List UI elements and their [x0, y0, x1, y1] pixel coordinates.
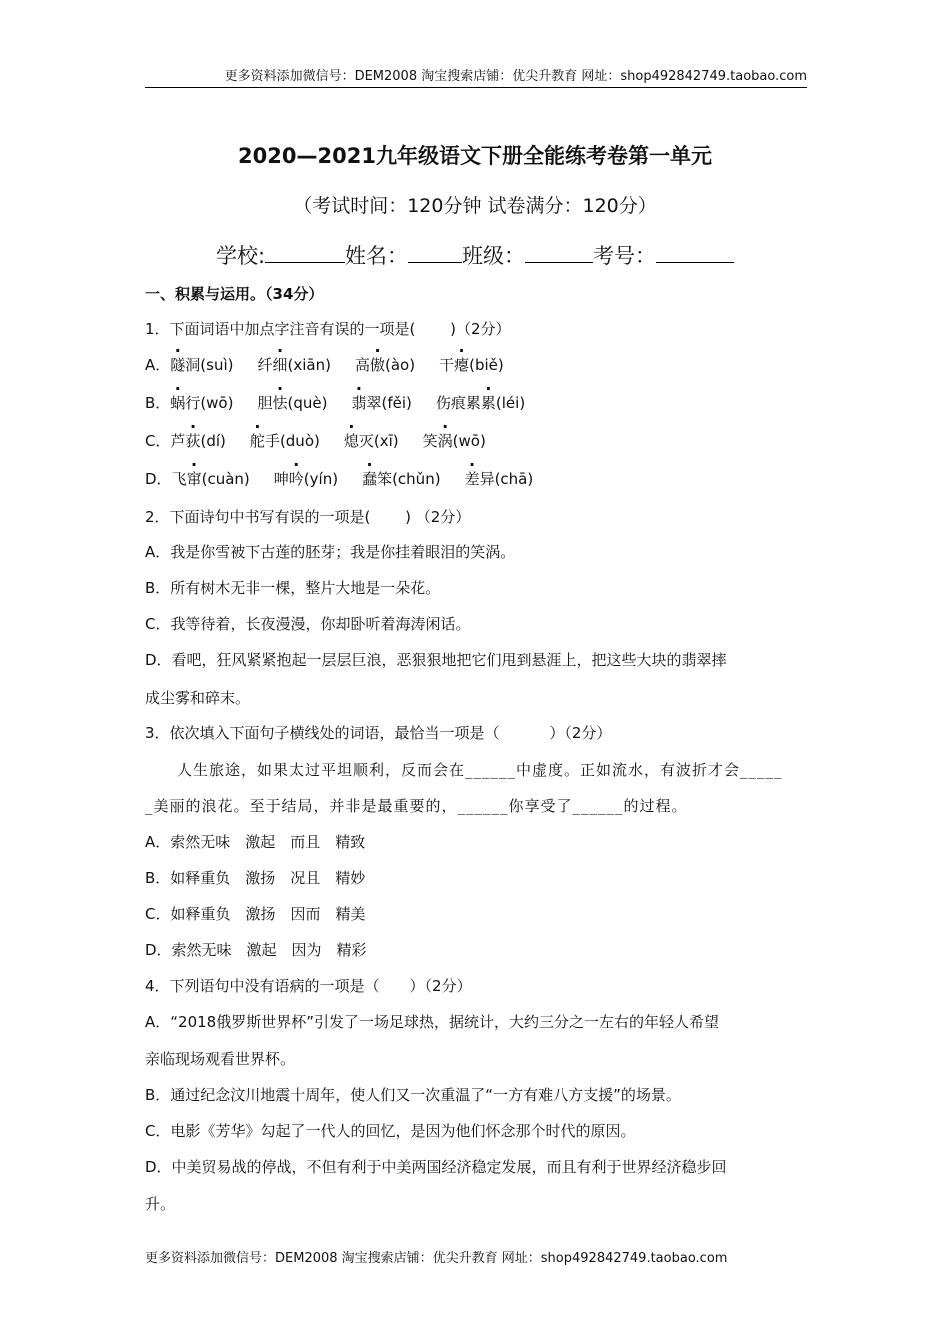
- page-header: 更多资料添加微信号：DEM2008 淘宝搜索店铺：优尖升教育 网址：shop492842749.taobao.com: [224, 69, 807, 84]
- school-label: 学校:: [215, 244, 266, 268]
- q4-option-d: D．中美贸易战的停战，不但有利于中美两国经济稳定发展，而且有利于世界经济稳步回: [145, 1158, 727, 1176]
- school-blank[interactable]: [265, 242, 345, 263]
- word-item: 呻吟(yín): [273, 470, 339, 488]
- name-label: 姓名：: [345, 244, 409, 268]
- class-label: 班级：: [462, 244, 526, 268]
- q4-option-c: C．电影《芳华》勾起了一代人的回忆，是因为他们怀念那个时代的原因。: [145, 1122, 636, 1140]
- q3-option-a: A．索然无味 激起 而且 精致: [145, 833, 366, 851]
- word-item: 熄灭(xī): [343, 432, 399, 450]
- exam-subtitle: （考试时间：120分钟 试卷满分：120分）: [293, 195, 657, 217]
- dotted-char: 差: [464, 470, 480, 488]
- word-item: 干瘪(biě): [439, 356, 504, 374]
- word-item: 差异(chā): [464, 470, 534, 488]
- q4-option-a-cont: 亲临现场观看世界杯。: [145, 1050, 296, 1068]
- section-heading: 一、积累与运用。（34分）: [145, 285, 324, 303]
- dotted-char: 翡: [351, 394, 367, 412]
- dotted-char: 蜗: [170, 394, 186, 412]
- q1-option-b: [145, 393, 525, 413]
- word-item: 翡翠(fěi): [351, 394, 412, 412]
- q3-stem: 3．依次填入下面句子横线处的词语，最恰当一项是（ ）（2分）: [145, 724, 612, 742]
- exam-title: 2020—2021九年级语文下册全能练考卷第一单元: [238, 144, 712, 168]
- dotted-char: 涡: [437, 432, 453, 450]
- name-blank[interactable]: [408, 242, 462, 263]
- word-item: 笑涡(wō): [422, 432, 486, 450]
- word-item: 伤痕累累(léi): [435, 394, 526, 412]
- option-label: C．: [145, 432, 171, 450]
- word-item: 蜗行(wō): [170, 394, 234, 412]
- q3-passage: 人生旅途，如果太过平坦顺利，反而会在______中虚度。正如流水，有波折才会_____: [145, 761, 783, 779]
- q4-stem: 4．下列语句中没有语病的一项是（ ）（2分）: [145, 977, 472, 995]
- dotted-char: 傲: [369, 356, 385, 374]
- q2-option-a: A．我是你雪被下古莲的胚芽；我是你挂着眼泪的笑涡。: [145, 543, 516, 561]
- dotted-char: 蠢: [362, 470, 378, 488]
- q2-option-d: D．看吧，狂风紧紧抱起一层层巨浪，恶狠狠地把它们甩到悬涯上，把这些大块的翡翠摔: [145, 651, 727, 669]
- q3-option-d: D．索然无味 激起 因为 精彩: [145, 941, 367, 959]
- q1-option-c: [145, 431, 486, 451]
- q3-option-b: B．如释重负 激扬 况且 精妙: [145, 869, 366, 887]
- word-item: 胆怯(què): [257, 394, 328, 412]
- number-label: 考号：: [593, 244, 657, 268]
- q3-option-c: C．如释重负 激扬 因而 精美: [145, 905, 366, 923]
- word-item: 飞窜(cuàn): [171, 470, 250, 488]
- q1-option-a: [145, 355, 504, 375]
- q1-stem: 1．下面词语中加点字注音有误的一项是( )（2分）: [145, 320, 511, 338]
- number-blank[interactable]: [656, 242, 734, 263]
- dotted-char: 舵: [249, 432, 265, 450]
- dotted-char: 熄: [343, 432, 359, 450]
- word-item: 高傲(ào): [354, 356, 416, 374]
- q2-option-c: C．我等待着，长夜漫漫，你却卧听着海涛闲话。: [145, 615, 471, 633]
- dotted-char: 荻: [185, 432, 201, 450]
- word-item: 纤细(xiān): [257, 356, 331, 374]
- q4-option-b: B．通过纪念汶川地震十周年，使人们又一次重温了“一方有难八方支援”的场景。: [145, 1086, 681, 1104]
- dotted-char: 累: [480, 394, 496, 412]
- dotted-char: 吟: [288, 470, 304, 488]
- word-item: 蠢笨(chǔn): [362, 470, 441, 488]
- header-divider: [145, 87, 807, 88]
- q1-option-d: [145, 469, 533, 489]
- dotted-char: 细: [272, 356, 288, 374]
- option-label: A．: [145, 356, 171, 374]
- option-label: D．: [145, 470, 172, 488]
- dotted-char: 瘪: [454, 356, 470, 374]
- word-item: 芦荻(dí): [170, 432, 226, 450]
- page-footer: 更多资料添加微信号：DEM2008 淘宝搜索店铺：优尖升教育 网址：shop492842749.taobao.com: [145, 1251, 728, 1266]
- q4-option-d-cont: 升。: [145, 1195, 176, 1213]
- word-item: 舵手(duò): [249, 432, 320, 450]
- option-label: B．: [145, 394, 171, 412]
- student-info-line: [0, 240, 950, 270]
- class-blank[interactable]: [525, 242, 593, 263]
- q2-option-b: B．所有树木无非一棵，整片大地是一朵花。: [145, 579, 441, 597]
- dotted-char: 隧: [170, 356, 186, 374]
- q4-option-a: A．“2018俄罗斯世界杯”引发了一场足球热，据统计，大约三分之一左右的年轻人希望: [145, 1013, 719, 1031]
- q2-stem: 2．下面诗句中书写有误的一项是( ) （2分）: [145, 508, 471, 526]
- q3-passage-cont: _美丽的浪花。至于结局，并非是最重要的，______你享受了______的过程。: [145, 797, 688, 815]
- word-item: 隧洞(suì): [170, 356, 234, 374]
- dotted-char: 窜: [186, 470, 202, 488]
- dotted-char: 怯: [272, 394, 288, 412]
- q2-option-d-cont: 成尘雾和碎末。: [145, 689, 251, 707]
